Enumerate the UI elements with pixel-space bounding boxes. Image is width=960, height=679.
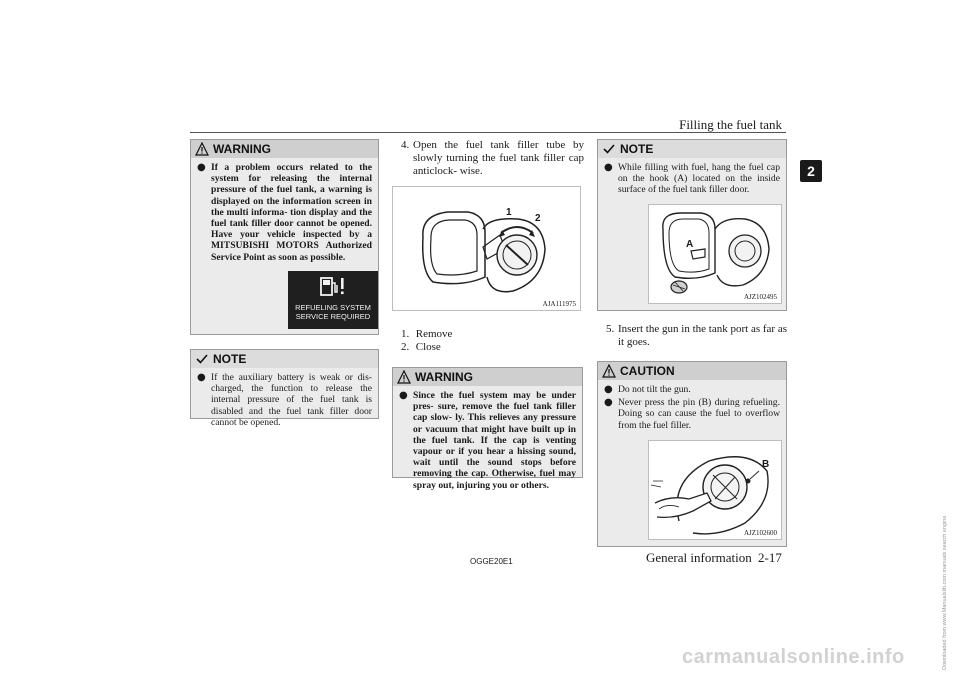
caution-bullet-1 xyxy=(598,380,786,395)
fuel-pump-warning-icon xyxy=(319,276,347,298)
warning-triangle-icon xyxy=(397,370,411,384)
warning-text: Since the fuel system may be under pres- sure, remove the fuel tank filler cap slow- ly. This relieves any pressure or vacuum that might have built up in the fuel tank. If the cap is venting vapour or if you hear a hissing sound, wait until the sound stops before removing the cap. Otherwise, fuel may spray out, injuring you or others. xyxy=(413,390,576,491)
note-label: NOTE xyxy=(620,142,654,156)
note-check-icon xyxy=(602,142,616,156)
caution-label: CAUTION xyxy=(620,364,675,378)
step-text: Open the fuel tank filler tube by slowly turning the fuel tank filler cap anticlock- wise. xyxy=(413,139,584,177)
doc-code: OGGE20E1 xyxy=(470,557,513,566)
caution-text-2: Never press the pin (B) during refueling. Doing so can cause the fuel to overflow from the fuel filler. xyxy=(618,397,780,431)
note-label: NOTE xyxy=(213,352,247,366)
bullet-icon: ● xyxy=(604,162,613,173)
warning-label: WARNING xyxy=(415,370,473,384)
caution-text-1: Do not tilt the gun. xyxy=(618,384,691,395)
note-box-left xyxy=(190,349,379,428)
step-5 xyxy=(606,323,787,349)
fuel-cap-hook-illustration xyxy=(649,205,781,303)
bullet-icon: ● xyxy=(604,397,613,409)
warning-bullet xyxy=(393,386,582,491)
note-bullet xyxy=(598,158,786,196)
warning-header xyxy=(393,368,582,386)
header-rule xyxy=(190,132,786,133)
callout-1: 1 xyxy=(506,207,512,218)
refueling-gun-illustration xyxy=(649,441,781,539)
refueling-system-display-image xyxy=(288,271,378,329)
warning-triangle-icon xyxy=(195,142,209,156)
fuel-filler-cap-illustration xyxy=(393,187,580,310)
bullet-icon: ● xyxy=(197,372,206,383)
chapter-tab: 2 xyxy=(800,160,822,182)
warning-box-middle xyxy=(392,367,583,491)
step-number: 5. xyxy=(606,323,615,335)
fuel-cap-figure xyxy=(392,186,581,311)
warning-box-left xyxy=(190,139,379,335)
side-stamp-text: Downloaded from www.Manualslib.com manuals search engine xyxy=(942,515,948,670)
note-check-icon xyxy=(195,352,209,366)
warning-label: WARNING xyxy=(213,142,271,156)
caution-box xyxy=(597,361,787,547)
fuel-cap-hook-figure xyxy=(648,204,782,304)
watermark: carmanualsonline.info xyxy=(682,646,905,668)
note-box-right xyxy=(597,139,787,311)
figure-legend xyxy=(401,328,452,353)
note-text: If the auxiliary battery is weak or dis- charged, the function to release the internal pressure of the fuel tank is disabled and the fuel tank filler door cannot be opened. xyxy=(211,372,372,428)
callout-b: B xyxy=(762,459,770,470)
callout-a: A xyxy=(686,239,694,250)
callout-2: 2 xyxy=(535,213,541,224)
footer-section: General information xyxy=(646,550,752,565)
running-header-title: Filling the fuel tank xyxy=(679,117,782,132)
display-line-2: SERVICE REQUIRED xyxy=(295,312,371,321)
figure-code: AJZ102600 xyxy=(743,529,777,537)
bullet-icon: ● xyxy=(197,162,206,173)
caution-triangle-icon xyxy=(602,364,616,378)
bullet-icon: ● xyxy=(399,390,408,401)
figure-code: AJZ102495 xyxy=(743,293,777,301)
note-header xyxy=(598,140,786,158)
refueling-gun-figure xyxy=(648,440,782,540)
note-header xyxy=(191,350,378,368)
display-line-1: REFUELING SYSTEM xyxy=(295,303,371,312)
note-bullet xyxy=(191,368,378,428)
step-4 xyxy=(401,139,584,178)
note-text: While filling with fuel, hang the fuel cap on the hook (A) located on the inside surface of the fuel tank filler door. xyxy=(618,162,780,196)
legend-item-close: 2. Close xyxy=(401,340,441,353)
caution-bullet-2 xyxy=(598,395,786,431)
figure-code: AJA111975 xyxy=(542,300,576,308)
caution-header xyxy=(598,362,786,380)
side-stamp xyxy=(942,330,950,670)
step-number: 4. xyxy=(401,139,410,151)
bullet-icon: ● xyxy=(604,384,613,395)
warning-bullet xyxy=(191,158,378,263)
footer-page: 2-17 xyxy=(758,550,782,565)
warning-text: If a problem occurs related to the system for releasing the internal pressure of the fuel tank, a warning is displayed on the information screen in the multi informa- tion display and the fuel tank filler door cannot be opened. Have your vehicle inspected by a MITSUBISHI MOTORS Authorized Service Point as soon as possible. xyxy=(211,162,372,263)
warning-header xyxy=(191,140,378,158)
step-text: Insert the gun in the tank port as far as it goes. xyxy=(618,323,787,348)
legend-item-remove: 1. Remove xyxy=(401,328,453,340)
